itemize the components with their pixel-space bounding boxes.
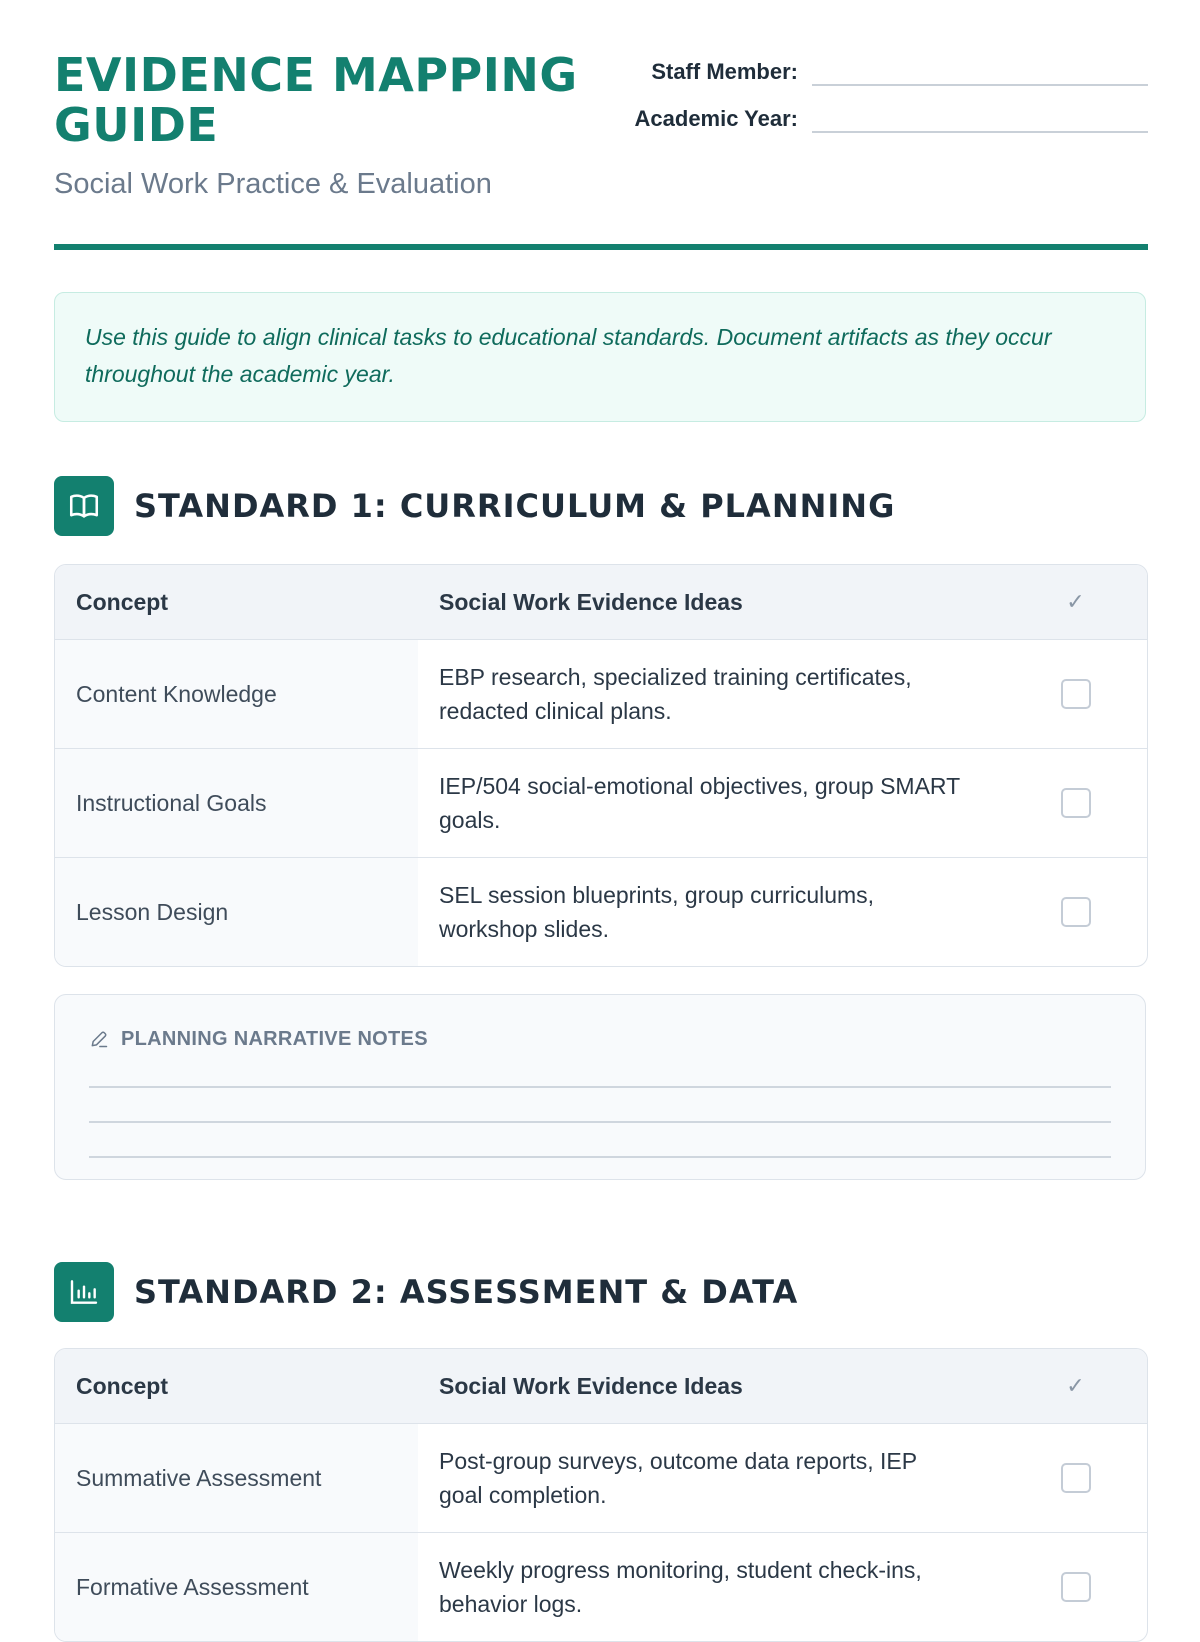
note-line[interactable] — [89, 1053, 1111, 1088]
table-row — [55, 749, 1147, 858]
checkmark-icon: ✓ — [1066, 1373, 1085, 1398]
table-row — [55, 1533, 1147, 1641]
check-cell — [1004, 1533, 1147, 1641]
planning-notes-title: PLANNING NARRATIVE NOTES — [121, 1027, 428, 1050]
concept-header: Concept — [76, 588, 168, 615]
standard-2-title: STANDARD 2: ASSESSMENT & DATA — [134, 1273, 799, 1311]
page-title: EVIDENCE MAPPING GUIDE — [54, 48, 578, 152]
note-line[interactable] — [89, 1088, 1111, 1123]
check-cell — [1004, 858, 1147, 966]
planning-notes-label — [89, 1025, 1111, 1053]
meta-fields — [608, 54, 1148, 148]
evidence-ideas-cell: EBP research, specialized training certificates, redacted clinical plans. — [439, 664, 912, 724]
academic-year-label: Academic Year: — [634, 106, 798, 131]
standard-1-title: STANDARD 1: CURRICULUM & PLANNING — [134, 487, 896, 525]
evidence-checkbox[interactable] — [1061, 1463, 1091, 1493]
check-cell — [1004, 1424, 1147, 1532]
note-line[interactable] — [89, 1123, 1111, 1158]
table-header — [55, 1349, 1147, 1424]
concept-cell: Summative Assessment — [55, 1424, 418, 1532]
academic-year-row — [608, 101, 1148, 133]
staff-member-label: Staff Member: — [651, 59, 798, 84]
concept-cell: Formative Assessment — [55, 1533, 418, 1641]
pencil-icon — [89, 1029, 109, 1049]
table-row — [55, 858, 1147, 966]
standard-1-table — [54, 564, 1148, 967]
evidence-ideas-header: Social Work Evidence Ideas — [439, 588, 743, 615]
intro-callout: Use this guide to align clinical tasks to educational standards. Document artifacts as they occur throughout the academic year. — [54, 292, 1146, 422]
standard-1-heading — [54, 476, 895, 536]
page-subtitle: Social Work Practice & Evaluation — [54, 168, 492, 200]
evidence-ideas-cell: IEP/504 social-emotional objectives, group SMART goals. — [439, 773, 960, 833]
header-divider — [54, 244, 1148, 250]
concept-cell: Instructional Goals — [55, 749, 418, 857]
table-row — [55, 640, 1147, 749]
evidence-checkbox[interactable] — [1061, 679, 1091, 709]
evidence-mapping-guide — [54, 0, 1148, 1617]
check-cell — [1004, 640, 1147, 748]
standard-2-table — [54, 1348, 1148, 1642]
academic-year-field[interactable] — [812, 101, 1148, 133]
concept-cell: Content Knowledge — [55, 640, 418, 748]
page-header — [54, 0, 1148, 252]
checkmark-icon: ✓ — [1066, 589, 1085, 614]
table-header — [55, 565, 1147, 640]
table-row — [55, 1424, 1147, 1533]
evidence-checkbox[interactable] — [1061, 1572, 1091, 1602]
evidence-ideas-cell: Weekly progress monitoring, student check-ins, behavior logs. — [439, 1557, 922, 1617]
planning-notes-box — [54, 994, 1146, 1180]
concept-cell: Lesson Design — [55, 858, 418, 966]
concept-header: Concept — [76, 1372, 168, 1399]
evidence-checkbox[interactable] — [1061, 897, 1091, 927]
staff-member-field[interactable] — [812, 54, 1148, 86]
bar-chart-icon — [54, 1262, 114, 1322]
book-icon — [54, 476, 114, 536]
check-cell — [1004, 749, 1147, 857]
staff-member-row — [608, 54, 1148, 86]
standard-2-heading — [54, 1262, 798, 1322]
evidence-ideas-cell: Post-group surveys, outcome data reports, IEP goal completion. — [439, 1448, 917, 1508]
evidence-checkbox[interactable] — [1061, 788, 1091, 818]
evidence-ideas-header: Social Work Evidence Ideas — [439, 1372, 743, 1399]
evidence-ideas-cell: SEL session blueprints, group curriculums, workshop slides. — [439, 882, 875, 942]
